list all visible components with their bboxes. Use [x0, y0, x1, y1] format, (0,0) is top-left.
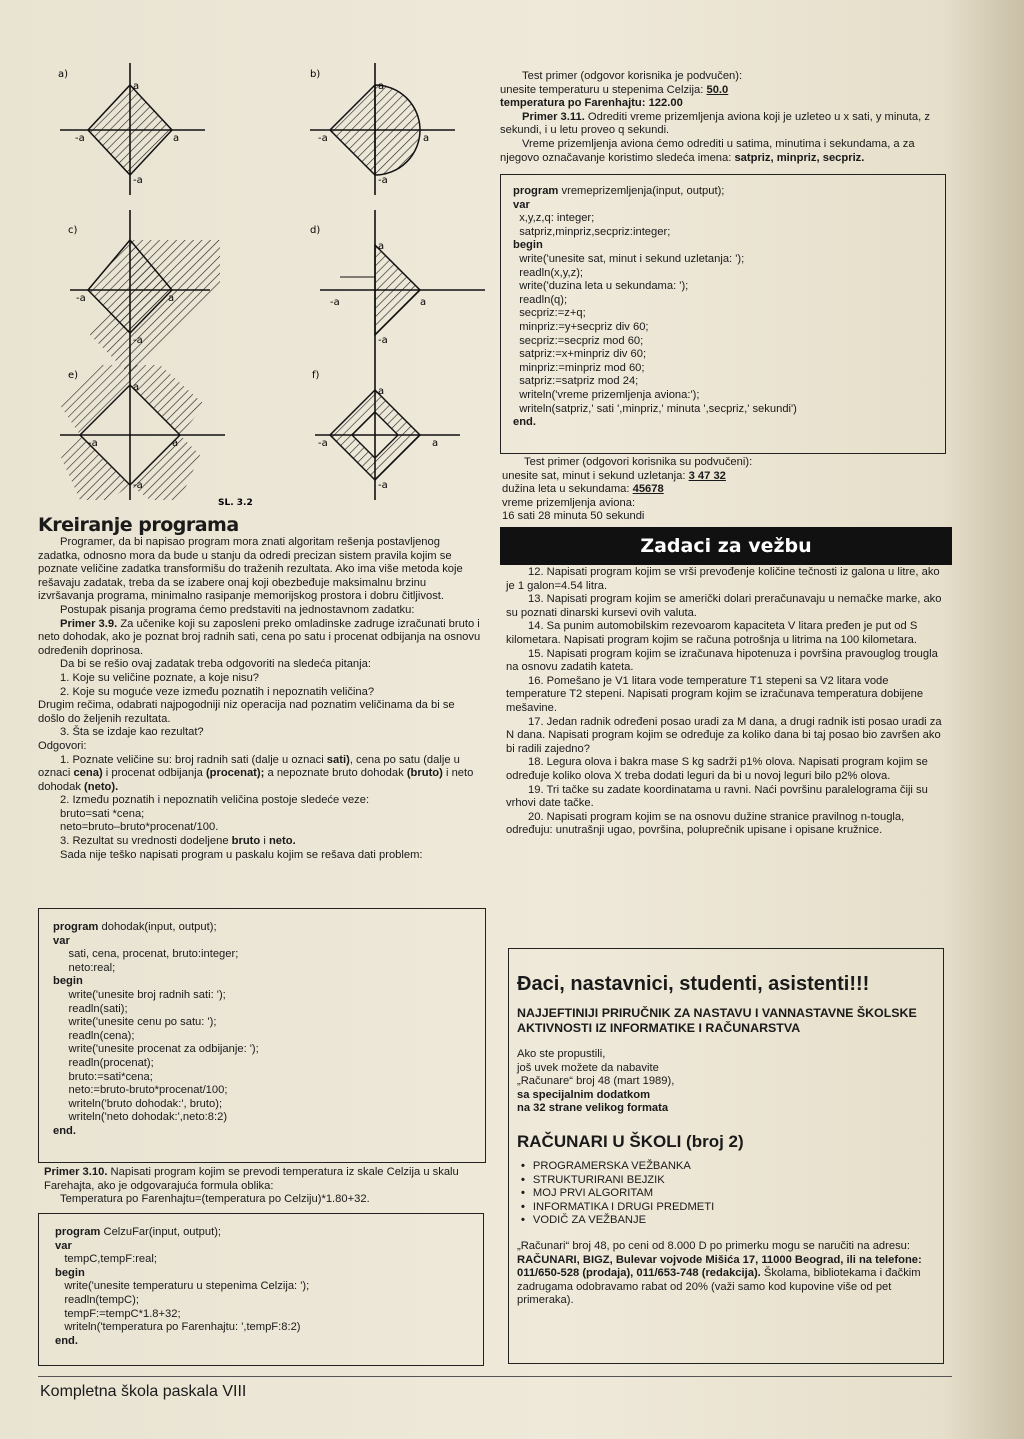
- code-line: sati, cena, procenat, bruto:integer;: [53, 948, 239, 961]
- code-line: end.: [513, 416, 536, 429]
- exercise-item: 14. Sa punim automobilskim rezevoarom kapaciteta V litara pređen je put od S kilometara. Napisati program kojim se računa potrošnja u litrima na 100 kilometara.: [506, 620, 918, 646]
- panel-d: [310, 210, 485, 355]
- code-box-celzufar: [38, 1213, 484, 1366]
- ad-item-list: [517, 1160, 935, 1228]
- code-line: begin: [53, 975, 83, 988]
- exercises-banner: Zadaci za vežbu: [500, 527, 952, 565]
- code-line: writeln('bruto dohodak:', bruto);: [53, 1097, 223, 1110]
- svg-text:a: a: [168, 293, 175, 304]
- figure-sl-3-2: [40, 55, 500, 510]
- code-line: readln(procenat);: [53, 1056, 154, 1069]
- code-line: write('unesite cenu po satu: ');: [53, 1016, 217, 1029]
- code-line: write('unesite sat, minut i sekund uzletanja: ');: [513, 252, 745, 265]
- panel-a-tag: a): [58, 69, 69, 80]
- code-line: writeln('temperatura po Farenhajtu: ',tempF:8:2): [55, 1321, 301, 1334]
- exercise-item: 15. Napisati program kojim se izračunava hipotenuza i površina pravouglog trougla na osnovu zadatih kateta.: [506, 647, 938, 674]
- panel-f-tag: f): [312, 370, 320, 381]
- left-column: Kreiranje programa Programer, da bi napisao program mora znati algoritam rešenja postavljenog zadatka, odnosno mora da bude u stanju da odredi precizan sistem pravila kojim se poznate veličine zadatka transformišu do traženih rezultata. Ako ima više metoda koje rešavaju zadatak, treba da se izabere onaj koji obezbeđuje maksimalnu brzinu izvršavanja programa, minimalno rasipanje memorijskog prostora i dobru čitljivost. Postupak pisanja programa ćemo predstaviti na jednostavnom zadatku: Primer 3.9. Za učenike koji su zaposleni preko omladinske zadruge izračunati bruto i neto dohodak, ako je poznat broj radnih sati, cena po satu i procenat odbijanja na osnovu određenih doprinosa. Da bi se rešio ovaj zadatak treba odgovoriti na sledeća pitanja: 1. Koje su veličine poznate, a koje nisu? 2. Koje su moguće veze između poznatih i nepoznatih veličina? Drugim rečima, odabrati najpogodniji niz operacija nad poznatim veličinama da bi se došlo do željenih rezultata. 3. Šta se izdaje kao rezultat? Odgovori: 1. Poznate veličine su: broj radnih sati (dalje u oznaci sati), cena po satu (dalje u oznaci cena) i procenat odbijanja (procenat); a nepoznate bruto dohodak (bruto) i neto dohodak (neto). 2. Između poznatih i nepoznatih veličina postoje sledeće veze: bruto=sati *cena; neto=bruto–bruto*procenat/100. 3. Rezultat su vrednosti dodeljene bruto i neto. Sada nije teško napisati program u paskalu kojim se rešava dati problem:: [38, 514, 484, 862]
- svg-text:-a: -a: [378, 335, 388, 346]
- svg-text:a: a: [378, 241, 385, 252]
- ad-item: • INFORMATIKA I DRUGI PREDMETI: [537, 1201, 935, 1215]
- code-line: writeln(satpriz,' sati ',minpriz,' minuta ',secpriz,' sekundi'): [513, 402, 797, 415]
- code-line: begin: [55, 1266, 85, 1279]
- code-line: write('duzina leta u sekundama: ');: [513, 280, 689, 293]
- panel-d-tag: d): [310, 225, 321, 236]
- panel-b-tag: b): [310, 69, 321, 80]
- right-column-top: Test primer (odgovor korisnika je podvučen): unesite temperaturu u stepenima Celzija: 50.0 temperatura po Farenhajtu: 122.00 Primer 3.11. Odrediti vreme prizemljenja aviona koji je uzleteo u x sati, y minuta, z sekundi, i u letu proveo q sekundi. Vreme prizemljenja aviona ćemo odrediti u satima, minutima i sekundama, a za njegovo označavanje koristimo sledeća imena: satpriz, minpriz, secpriz.: [500, 70, 930, 164]
- code-line: satpriz,minpriz,secpriz:integer;: [513, 225, 671, 238]
- code-line: satpriz:=satpriz mod 24;: [513, 375, 639, 388]
- code-listing: [53, 921, 485, 1139]
- example-3-10: Primer 3.10. Napisati program kojim se prevodi temperatura iz skale Celzija u skalu Farehajta, ako je odgovarajuća formula oblika: Temperatura po Farenhajtu=(temperatura po Celziju)*1.80+32.: [44, 1166, 459, 1206]
- code-line: writeln('neto dohodak:',neto:8:2): [53, 1111, 228, 1124]
- exercise-item: 13. Napisati program kojim se američki dolari preračunavaju u nemačke marke, ako su poznati dinarski kursevi ovih valuta.: [506, 593, 942, 619]
- svg-text:-a: -a: [378, 175, 388, 186]
- test-example-2: Test primer (odgovori korisnika su podvučeni): unesite sat, minut i sekund uzletanja: 3 47 32 dužina leta u sekundama: 45678 vreme prizemljenja aviona: 16 sati 28 minuta 50 sekundi: [502, 456, 753, 523]
- svg-text:-a: -a: [330, 297, 340, 308]
- example-3-9: Primer 3.9. Za učenike koji su zaposleni preko omladinske zadruge izračunati bruto i neto dohodak, ako je poznat broj radnih sati, cena po satu i procenat odbijanja na osnovu određenih doprinosa.: [38, 617, 481, 657]
- panel-b: [310, 63, 455, 195]
- code-line: minpriz:=y+secpriz div 60;: [513, 320, 649, 333]
- svg-text:-a: -a: [76, 293, 86, 304]
- code-line: var: [513, 198, 530, 211]
- ad-item: • MOJ PRVI ALGORITAM: [537, 1187, 935, 1201]
- exercise-item: 18. Legura olova i bakra mase S kg sadrži p1% olova. Napisati program kojim se određuje koliko olova X treba dodati leguri da bi u novoj leguri bilo p2% olova.: [506, 756, 928, 782]
- ad-item: • VODIČ ZA VEŽBANJE: [537, 1214, 935, 1228]
- exercise-item: 16. Pomešano je V1 litara vode temperature T1 stepeni sa V2 litara vode temperature T2 stepeni. Napisati program kojim se izračunava temperatura dobijene mešavine.: [506, 674, 924, 714]
- code-line: readln(q);: [513, 293, 568, 306]
- code-line: readln(tempC);: [55, 1293, 139, 1306]
- svg-text:-a: -a: [133, 335, 143, 346]
- code-line: readln(x,y,z);: [513, 266, 584, 279]
- panel-c-tag: c): [68, 225, 78, 236]
- svg-text:-a: -a: [75, 133, 85, 144]
- exercise-item: 17. Jedan radnik određeni posao uradi za M dana, a drugi radnik isti posao uradi za N dana. Napisati program kojim se određuje za koliko dana bi taj posao bio završen ako bi radili zajedno?: [506, 715, 942, 755]
- svg-text:-a: -a: [318, 133, 328, 144]
- code-line: end.: [53, 1124, 76, 1137]
- code-line: bruto:=sati*cena;: [53, 1070, 153, 1083]
- ad-subheadline: NAJJEFTINIJI PRIRUČNIK ZA NASTAVU I VANNASTAVNE ŠKOLSKE AKTIVNOSTI IZ INFORMATIKE I RAČUNARSTVA: [517, 1006, 917, 1035]
- ad-item: • PROGRAMERSKA VEŽBANKA: [537, 1160, 935, 1174]
- exercise-item: 19. Tri tačke su zadate koordinatama u ravni. Naći površinu paralelograma čiji su vrhovi date tačke.: [506, 783, 928, 810]
- code-line: writeln('vreme prizemljenja aviona:');: [513, 388, 700, 401]
- code-line: var: [53, 934, 70, 947]
- svg-text:a: a: [432, 438, 439, 449]
- code-line: write('unesite procenat za odbijanje: ');: [53, 1043, 259, 1056]
- code-listing: [55, 1226, 483, 1348]
- svg-text:a: a: [378, 81, 385, 92]
- intro-paragraph-2: Postupak pisanja programa ćemo predstaviti na jednostavnom zadatku:: [60, 603, 415, 616]
- intro-paragraph: Programer, da bi napisao program mora znati algoritam rešenja postavljenog zadatka, odnosno mora da bude u stanju da odredi precizan sistem pravila kojim se poznate veličine zadatka transformišu do traženih rezultata. Ako ima više metoda koje rešavaju zadatak, treba da se izabere onaj koji obezbeđuje maksimalnu brzinu izvršavanja programa, minimalno rasipanje memorijskog prostora i dobru čitljivost.: [38, 536, 463, 603]
- code-line: program dohodak(input, output);: [53, 921, 217, 933]
- code-line: satpriz:=x+minpriz div 60;: [513, 348, 647, 361]
- exercise-item: 12. Napisati program kojim se vrši prevođenje količine tečnosti iz galona u litre, ako je 1 galon=4.54 litra.: [506, 566, 940, 592]
- code-line: neto:real;: [53, 961, 116, 974]
- code-line: tempC,tempF:real;: [55, 1253, 157, 1266]
- exercise-item: 20. Napisati program kojim se na osnovu dužine stranice pravilnog n-tougla, određuju: unutrašnji ugao, površina, poluprečnik upisane i opisane kružnice.: [506, 810, 905, 837]
- section-heading: Kreiranje programa: [38, 514, 239, 536]
- code-box-dohodak: [38, 908, 486, 1163]
- code-line: tempF:=tempC*1.8+32;: [55, 1307, 181, 1320]
- svg-text:-a: -a: [378, 480, 388, 491]
- code-line: x,y,z,q: integer;: [513, 212, 595, 225]
- panel-e: [60, 355, 225, 500]
- ad-title: RAČUNARI U ŠKOLI (broj 2): [517, 1131, 744, 1151]
- footer-rule: [38, 1376, 952, 1377]
- ad-order-text: „Računari“ broj 48, po ceni od 8.000 D po primerku mogu se naručiti na adresu: RAČUNARI, BIGZ, Bulevar vojvode Mišića 17, 11000 Beograd, ili na telefone: 011/650-528 (prodaja), 011/653-748 (redakcija). Školama, bibliotekama i đačkim zadrugama odobravamo rabat od 20% (važi samo kod kupovine više od pet primeraka).: [517, 1239, 922, 1307]
- advertisement: Đaci, nastavnici, studenti, asistenti!!! NAJJEFTINIJI PRIRUČNIK ZA NASTAVU I VANNASTAVNE ŠKOLSKE AKTIVNOSTI IZ INFORMATIKE I RAČUNARSTVA Ako ste propustili, još uvek možete da nabavite „Računare“ broj 48 (mart 1989), sa specijalnim dodatkom na 32 strane velikog formata RAČUNARI U ŠKOLI (broj 2) • PROGRAMERSKA VEŽBANKA • STRUKTURIRANI BEJZIK • MOJ PRVI ALGORITAM • INFORMATIKA I DRUGI PREDMETI • VODIČ ZA VEŽBANJE „Računari“ broj 48, po ceni od 8.000 D po primerku mogu se naručiti na adresu: RAČUNARI, BIGZ, Bulevar vojvode Mišića 17, 11000 Beograd, ili na telefone: 011/650-528 (prodaja), 011/653-748 (redakcija). Školama, bibliotekama i đačkim zadrugama odobravamo rabat od 20% (važi samo kod kupovine više od pet primeraka).: [508, 948, 944, 1364]
- exercises-list: [506, 566, 944, 838]
- page-footer: Kompletna škola paskala VIII: [40, 1383, 247, 1400]
- code-line: program vremeprizemljenja(input, output);: [513, 185, 725, 197]
- svg-text:-a: -a: [133, 480, 143, 491]
- ad-item: • STRUKTURIRANI BEJZIK: [537, 1174, 935, 1188]
- code-line: program CelzuFar(input, output);: [55, 1226, 222, 1238]
- panel-f: [312, 355, 460, 500]
- code-line: neto:=bruto-bruto*procenat/100;: [53, 1084, 228, 1097]
- code-line: secpriz:=z+q;: [513, 307, 586, 320]
- svg-text:a: a: [173, 133, 180, 144]
- code-line: write('unesite broj radnih sati: ');: [53, 988, 226, 1001]
- svg-text:a: a: [133, 382, 140, 393]
- code-line: var: [55, 1239, 72, 1252]
- code-listing: [513, 185, 945, 430]
- figure-caption: SL. 3.2: [218, 498, 253, 508]
- code-line: begin: [513, 239, 543, 252]
- panel-c: [68, 210, 220, 375]
- code-line: readln(sati);: [53, 1002, 128, 1015]
- svg-text:-a: -a: [88, 438, 98, 449]
- svg-text:-a: -a: [133, 175, 143, 186]
- code-line: secpriz:=secpriz mod 60;: [513, 334, 644, 347]
- code-line: readln(cena);: [53, 1029, 135, 1042]
- code-line: minpriz:=minpriz mod 60;: [513, 361, 645, 374]
- svg-text:-a: -a: [318, 438, 328, 449]
- code-line: end.: [55, 1334, 78, 1347]
- svg-text:a: a: [172, 438, 179, 449]
- ad-headline: Đaci, nastavnici, studenti, asistenti!!!: [517, 973, 870, 995]
- code-line: write('unesite temperaturu u stepenima Celzija: ');: [55, 1280, 310, 1293]
- panel-a: [58, 63, 205, 195]
- answer-1: 1. Poznate veličine su: broj radnih sati (dalje u oznaci sati), cena po satu (dalje u oznaci cena) i procenat odbijanja (procenat); a nepoznate bruto dohodak (bruto) i neto dohodak (neto).: [38, 753, 474, 793]
- svg-text:a: a: [378, 386, 385, 397]
- panel-e-tag: e): [68, 370, 79, 381]
- svg-text:a: a: [133, 81, 140, 92]
- code-box-vremeprizemljenja: [500, 174, 946, 454]
- svg-text:a: a: [423, 133, 430, 144]
- svg-text:a: a: [420, 297, 427, 308]
